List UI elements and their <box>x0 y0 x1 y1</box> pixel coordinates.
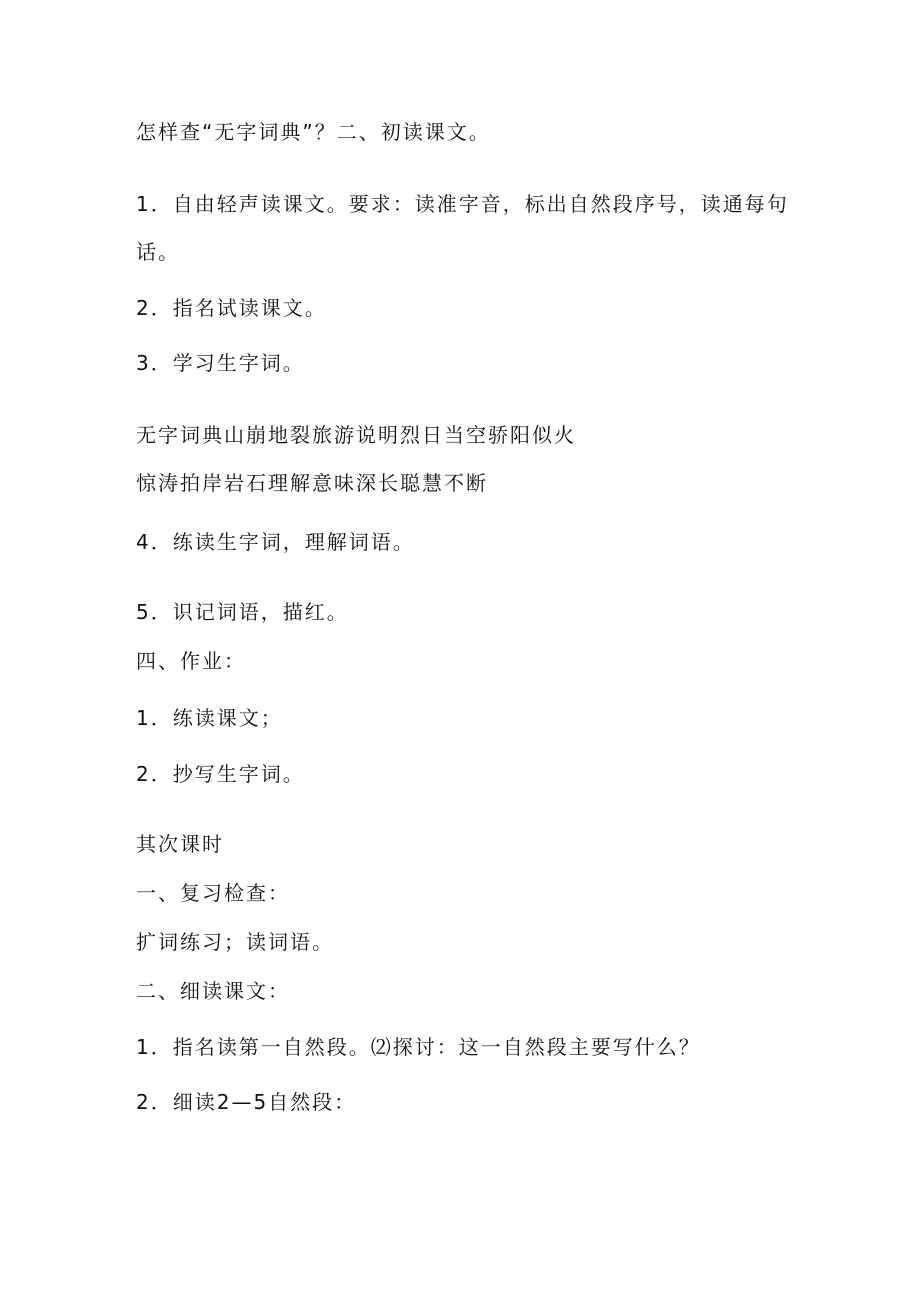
paragraph-line: 4．练读生字词，理解词语。 <box>136 530 415 554</box>
paragraph-line: 2．细读2—5自然段： <box>136 1090 357 1114</box>
paragraph-line: 1．指名读第一自然段。⑵探讨：这一自然段主要写什么？ <box>136 1035 701 1059</box>
paragraph-line: 2．抄写生字词。 <box>136 762 305 786</box>
paragraph-line: 惊涛拍岸岩石理解意味深长聪慧不断 <box>136 471 488 495</box>
paragraph-line: 其次课时 <box>136 832 224 856</box>
paragraph-line: 1．练读课文； <box>136 706 283 730</box>
paragraph-line: 四、作业： <box>136 649 246 673</box>
paragraph-line: 3．学习生字词。 <box>136 351 305 375</box>
paragraph-line: 一、复习检查： <box>136 881 290 905</box>
paragraph-line: 怎样查“无字词典”？二、初读课文。 <box>136 120 491 144</box>
paragraph-line: 2．指名试读课文。 <box>136 296 327 320</box>
paragraph-line: 扩词练习；读词语。 <box>136 930 334 954</box>
paragraph-line: 话。 <box>136 240 180 264</box>
paragraph-line: 二、细读课文： <box>136 979 290 1003</box>
paragraph-line: 无字词典山崩地裂旅游说明烈日当空骄阳似火 <box>136 423 576 447</box>
paragraph-line: 1．自由轻声读课文。要求：读准字音，标出自然段序号，读通每句 <box>136 192 789 216</box>
paragraph-line: 5．识记词语，描红。 <box>136 600 349 624</box>
